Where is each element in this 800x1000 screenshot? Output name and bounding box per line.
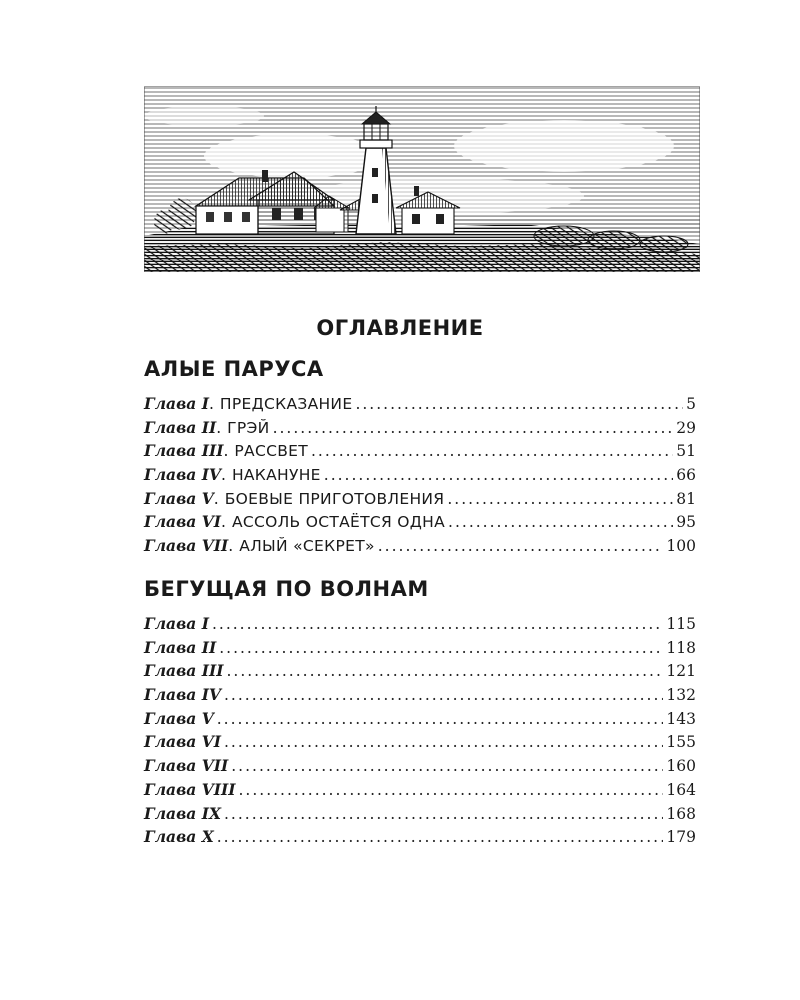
chapter-label: Глава X bbox=[144, 827, 214, 847]
chapter-title: НАКАНУНЕ bbox=[231, 466, 321, 485]
dot-leader bbox=[447, 490, 673, 508]
toc-entry[interactable] bbox=[144, 489, 696, 513]
dot-leader bbox=[226, 662, 663, 680]
toc-entry[interactable] bbox=[144, 661, 696, 685]
chapter-title: ГРЭЙ bbox=[227, 418, 270, 437]
chapter-separator: . bbox=[221, 466, 226, 485]
chapter-label: Глава VI bbox=[144, 732, 221, 752]
toc-entry[interactable] bbox=[144, 685, 696, 709]
page-number: 155 bbox=[666, 733, 696, 752]
toc-list-scarlet-sails bbox=[144, 394, 696, 560]
page-number: 121 bbox=[666, 662, 696, 681]
dot-leader bbox=[224, 686, 663, 704]
dot-leader bbox=[224, 805, 663, 823]
toc-entry[interactable] bbox=[144, 614, 696, 638]
page-number: 95 bbox=[676, 513, 696, 532]
dot-leader bbox=[355, 395, 683, 413]
chapter-separator: . bbox=[213, 489, 219, 508]
toc-entry[interactable] bbox=[144, 536, 696, 560]
chapter-label: Глава II bbox=[144, 637, 217, 657]
chapter-title: АССОЛЬ ОСТАЁТСЯ ОДНА bbox=[231, 513, 446, 532]
chapter-label: Глава IV bbox=[144, 465, 221, 485]
chapter-label: Глава VI bbox=[144, 512, 221, 532]
dot-leader bbox=[273, 419, 674, 437]
chapter-title: ПРЕДСКАЗАНИЕ bbox=[219, 395, 353, 413]
toc-entry[interactable] bbox=[144, 709, 696, 733]
page-number: 51 bbox=[676, 442, 696, 461]
chapter-title: БОЕВЫЕ ПРИГОТОВЛЕНИЯ bbox=[224, 489, 445, 508]
section-title-scarlet-sails: АЛЫЕ ПАРУСА bbox=[144, 357, 324, 381]
toc-entry[interactable] bbox=[144, 827, 696, 851]
page-number: 29 bbox=[676, 418, 696, 437]
page-number: 132 bbox=[666, 686, 696, 705]
lighthouse-illustration bbox=[144, 86, 700, 272]
chapter-label: Глава II bbox=[144, 417, 217, 437]
page-number: 66 bbox=[676, 466, 696, 485]
page-number: 179 bbox=[666, 828, 696, 847]
page-number: 81 bbox=[676, 489, 696, 508]
toc-entry[interactable] bbox=[144, 465, 696, 489]
chapter-separator: . bbox=[208, 395, 214, 413]
chapter-label: Глава III bbox=[144, 661, 224, 681]
chapter-title: АЛЫЙ «СЕКРЕТ» bbox=[239, 537, 375, 556]
section-title-running-on-waves: БЕГУЩАЯ ПО ВОЛНАМ bbox=[144, 577, 429, 601]
toc-entry[interactable] bbox=[144, 804, 696, 828]
chapter-title: РАССВЕТ bbox=[234, 442, 308, 461]
toc-list-running-on-waves bbox=[144, 614, 696, 851]
toc-entry[interactable] bbox=[144, 756, 696, 780]
chapter-separator: . bbox=[216, 418, 222, 437]
toc-entry[interactable] bbox=[144, 418, 696, 442]
toc-entry[interactable] bbox=[144, 441, 696, 465]
chapter-label: Глава I bbox=[144, 614, 209, 633]
dot-leader bbox=[224, 733, 663, 751]
dot-leader bbox=[212, 615, 663, 633]
chapter-label: Глава V bbox=[144, 708, 214, 728]
page-number: 5 bbox=[686, 395, 696, 413]
chapter-separator: . bbox=[228, 537, 234, 556]
dot-leader bbox=[378, 537, 664, 555]
page-number: 100 bbox=[666, 537, 696, 556]
chapter-separator: . bbox=[221, 513, 226, 532]
toc-entry[interactable] bbox=[144, 638, 696, 662]
toc-entry[interactable] bbox=[144, 394, 696, 418]
dot-leader bbox=[448, 513, 673, 531]
chapter-label: Глава III bbox=[144, 441, 224, 461]
page-number: 164 bbox=[666, 780, 696, 799]
toc-entry[interactable] bbox=[144, 780, 696, 804]
chapter-label: Глава IX bbox=[144, 803, 221, 823]
page-number: 143 bbox=[666, 709, 696, 728]
dot-leader bbox=[217, 828, 664, 846]
dot-leader bbox=[324, 466, 674, 484]
page-number: 160 bbox=[666, 757, 696, 776]
dot-leader bbox=[311, 442, 673, 460]
chapter-label: Глава VII bbox=[144, 756, 229, 776]
dot-leader bbox=[231, 757, 663, 775]
page-number: 168 bbox=[666, 804, 696, 823]
chapter-separator: . bbox=[223, 442, 229, 461]
page-number: 118 bbox=[666, 638, 696, 657]
chapter-label: Глава I bbox=[144, 394, 209, 413]
chapter-label: Глава V bbox=[144, 488, 214, 508]
chapter-label: Глава IV bbox=[144, 685, 221, 705]
toc-entry[interactable] bbox=[144, 732, 696, 756]
page-number: 115 bbox=[666, 615, 696, 633]
dot-leader bbox=[239, 781, 664, 799]
toc-heading: ОГЛАВЛЕНИЕ bbox=[316, 316, 484, 340]
chapter-label: Глава VII bbox=[144, 536, 229, 556]
toc-entry[interactable] bbox=[144, 512, 696, 536]
chapter-label: Глава VIII bbox=[144, 779, 236, 799]
dot-leader bbox=[217, 710, 664, 728]
dot-leader bbox=[219, 639, 663, 657]
